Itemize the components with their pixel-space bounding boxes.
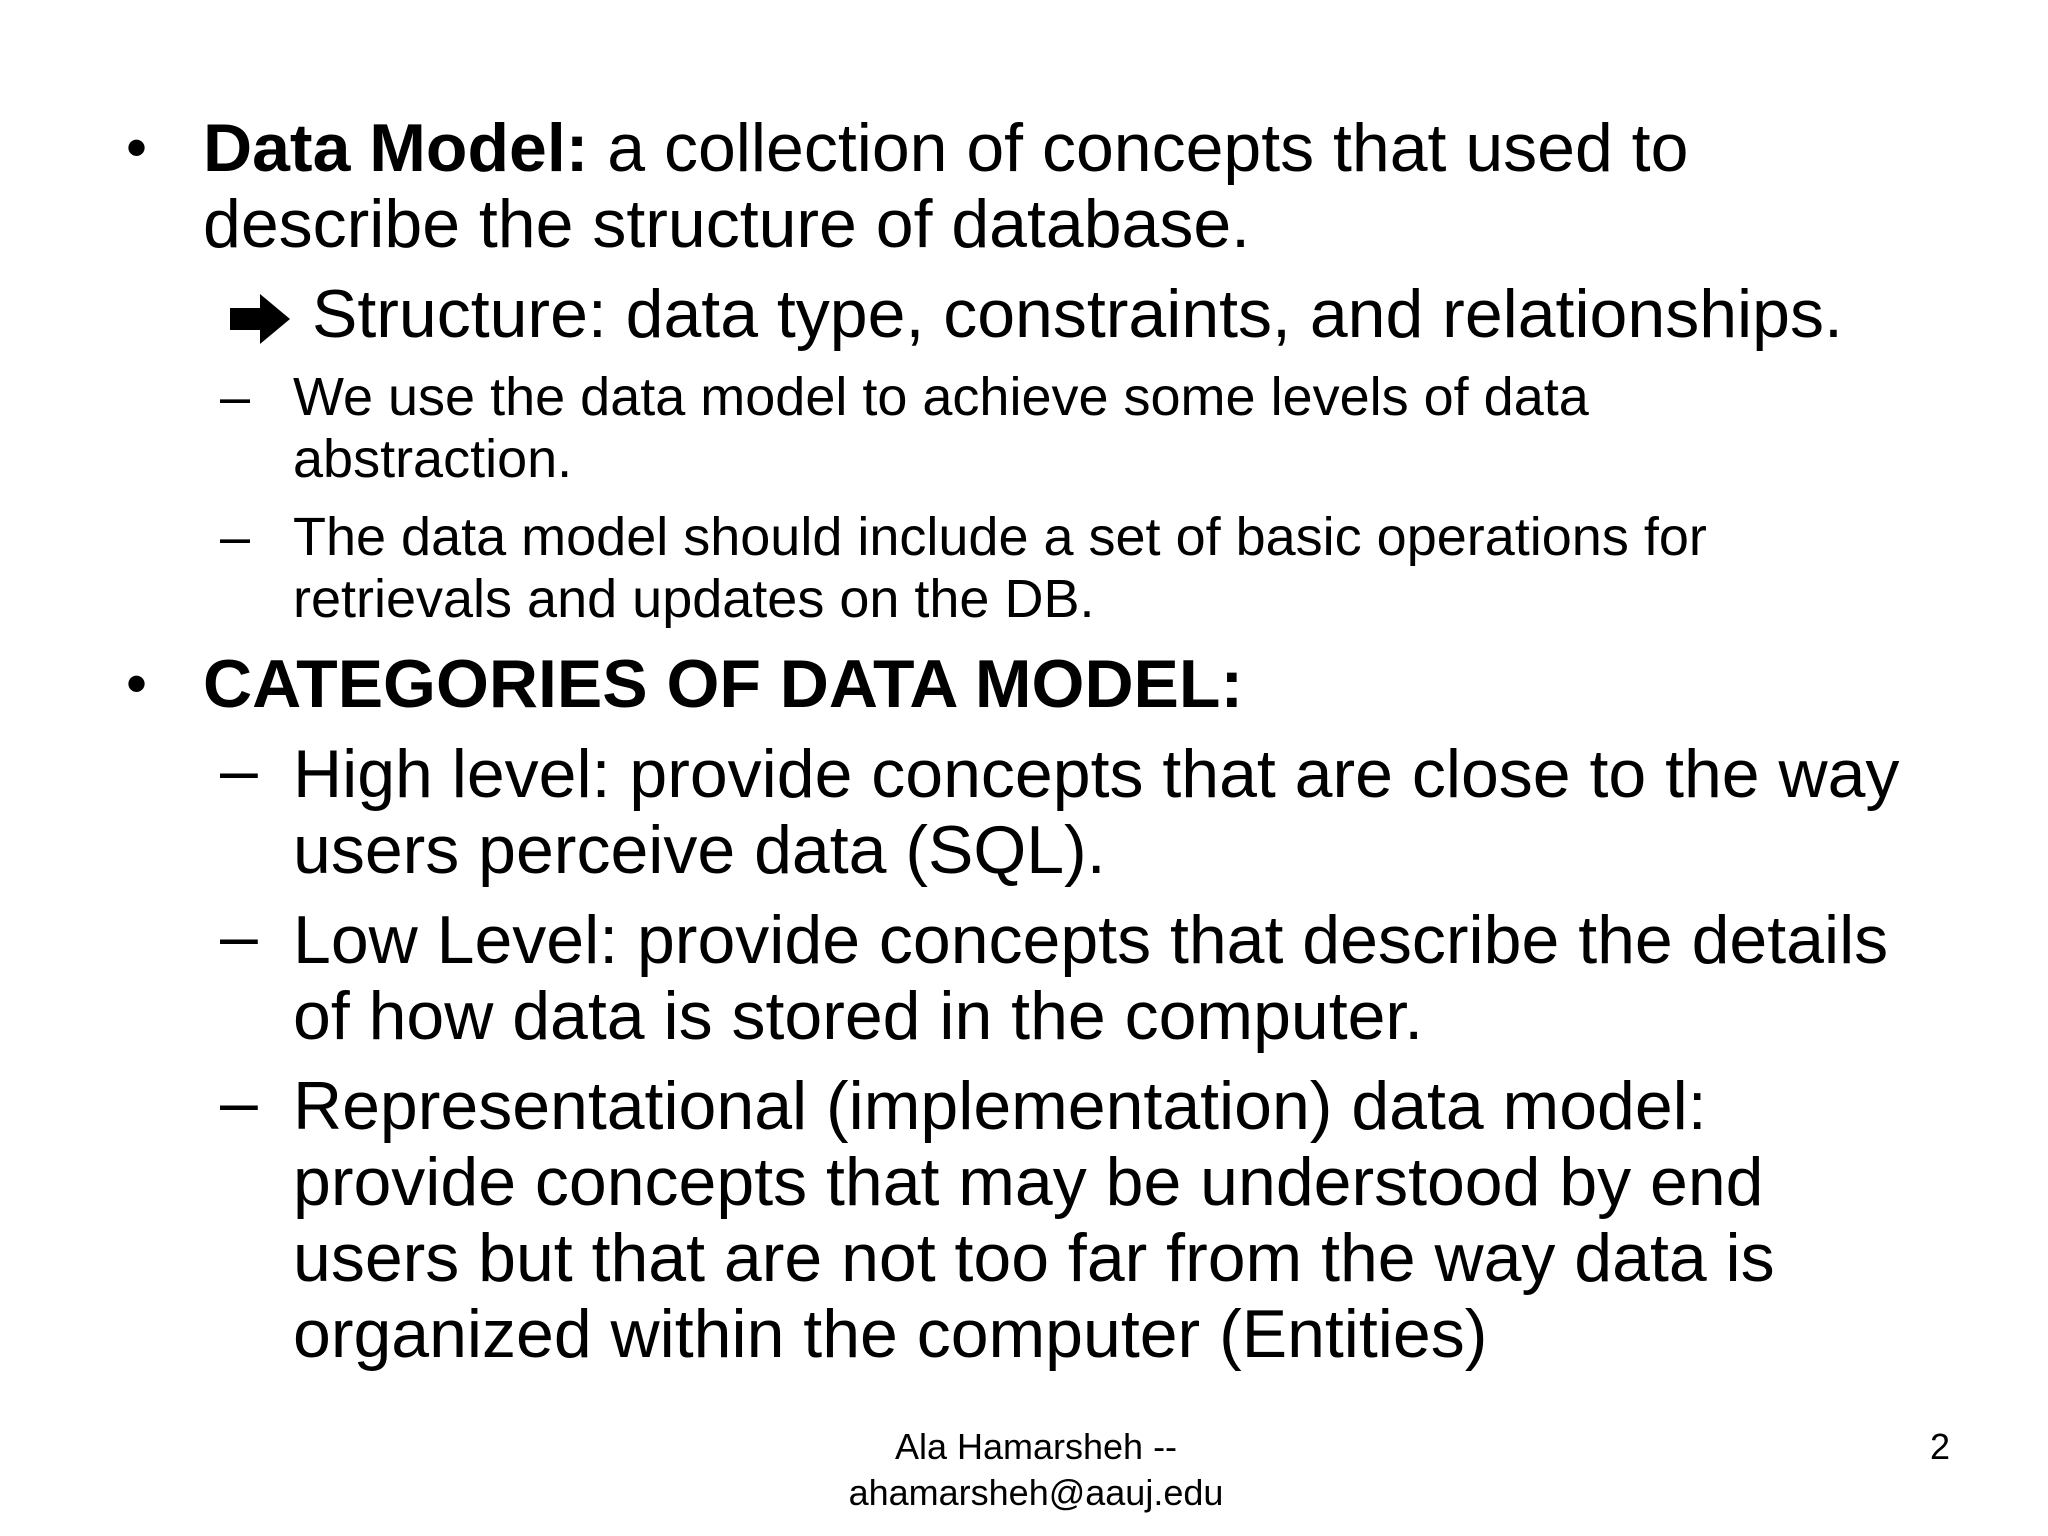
category-1-line-1: High level: provide concepts that are close to the way bbox=[293, 736, 1900, 812]
sub-item-2-line-1: The data model should include a set of basic operations for bbox=[293, 507, 1707, 567]
category-3-line-4: organized within the computer (Entities) bbox=[293, 1296, 1488, 1372]
category-3-line-3: users but that are not too far from the way data is bbox=[293, 1220, 1775, 1296]
bullet-marker: • bbox=[126, 114, 148, 181]
footer-author bbox=[784, 1424, 1288, 1516]
dash-marker: – bbox=[220, 898, 258, 974]
sub-item-2-line-2: retrievals and updates on the DB. bbox=[293, 569, 1095, 629]
footer-author-email: ahamarsheh@aauj.edu bbox=[848, 1472, 1224, 1513]
category-3-line-1: Representational (implementation) data model: bbox=[293, 1068, 1707, 1144]
sub-item-1-line-2: abstraction. bbox=[293, 429, 573, 489]
data-model-definition: a collection of concepts that used to bbox=[607, 110, 1689, 186]
dash-marker: – bbox=[220, 507, 251, 567]
structure-line bbox=[230, 276, 1843, 352]
category-2-line-2: of how data is stored in the computer. bbox=[293, 978, 1424, 1054]
dash-marker: – bbox=[220, 732, 258, 808]
sub-item-1-line-1: We use the data model to achieve some levels of data bbox=[293, 367, 1589, 427]
page-number: 2 bbox=[1929, 1426, 1951, 1467]
category-2-line-1: Low Level: provide concepts that describe the details bbox=[293, 902, 1889, 978]
category-1-line-2: users perceive data (SQL). bbox=[293, 812, 1106, 888]
arrow-right-icon bbox=[230, 294, 290, 344]
dash-marker: – bbox=[220, 1064, 258, 1140]
structure-text: Structure: data type, constraints, and relationships. bbox=[312, 276, 1843, 352]
categories-heading bbox=[203, 646, 1243, 722]
data-model-line-1 bbox=[203, 110, 1688, 186]
categories-heading-text: CATEGORIES OF DATA MODEL: bbox=[203, 646, 1244, 722]
data-model-term: Data Model: bbox=[203, 110, 589, 186]
bullet-marker: • bbox=[126, 650, 148, 717]
category-3-line-2: provide concepts that may be understood by end bbox=[293, 1144, 1764, 1220]
footer-author-name: Ala Hamarsheh -- bbox=[894, 1426, 1178, 1467]
dash-marker: – bbox=[220, 367, 251, 427]
data-model-line-2: describe the structure of database. bbox=[203, 186, 1251, 262]
